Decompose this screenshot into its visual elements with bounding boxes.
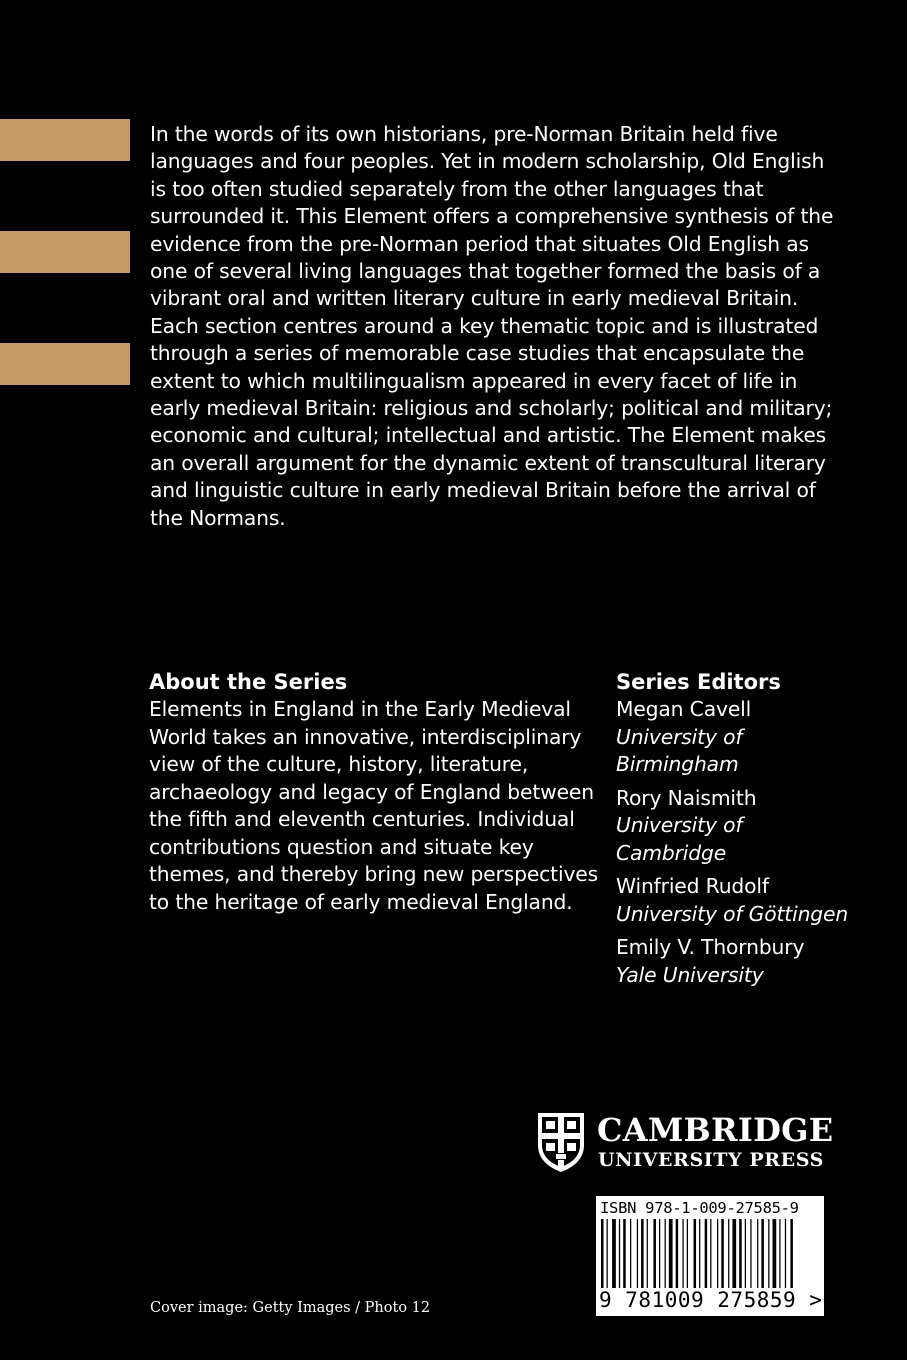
editor-affiliation: University of Göttingen [616, 901, 849, 926]
editor-affiliation: University of Birmingham [616, 724, 743, 776]
barcode-bars [599, 1219, 821, 1293]
barcode-bar [717, 1219, 718, 1293]
editor-entry [616, 934, 856, 989]
barcode-bar [705, 1219, 708, 1293]
barcode-bar [601, 1219, 604, 1293]
editor-name: Rory Naismith [616, 785, 757, 810]
barcode-bar [732, 1219, 736, 1293]
editor-entry [616, 873, 856, 928]
barcode-bar [745, 1219, 746, 1293]
barcode-bar [750, 1219, 751, 1293]
cambridge-shield-icon [536, 1111, 586, 1173]
barcode-bar [647, 1219, 648, 1293]
barcode-bar [669, 1219, 673, 1293]
cover-image-credit: Cover image: Getty Images / Photo 12 [150, 1300, 431, 1316]
editor-name: Megan Cavell [616, 697, 752, 721]
decorative-band-2 [0, 231, 130, 273]
editor-affiliation: Yale University [616, 962, 764, 987]
barcode-bar [728, 1219, 729, 1293]
series-editors [616, 668, 856, 995]
barcode-bar [682, 1219, 683, 1293]
about-heading: About the Series [149, 670, 348, 694]
barcode-bar [653, 1219, 656, 1293]
barcode-bar [710, 1219, 711, 1293]
barcode-bar [721, 1219, 724, 1293]
decorative-band-1 [0, 119, 130, 161]
about-text: Elements in England in the Early Medieval World takes an innovative, interdisciplinary view of the culture, history, literature, archaeology and legacy of England between the fifth and eleventh centuries. Individual contributions question and situate key themes, and thereby bring new perspectives to the heritage of early medieval England. [149, 697, 599, 914]
barcode-bar [676, 1219, 679, 1293]
barcode-bar [790, 1219, 793, 1293]
barcode-bar [607, 1219, 608, 1293]
barcode-bar [630, 1219, 631, 1293]
isbn-barcode [596, 1196, 824, 1316]
barcode-digits: 9 781009 275859 > [599, 1288, 823, 1312]
barcode-bar [773, 1219, 777, 1293]
barcode-bar [699, 1219, 700, 1293]
editor-entry [616, 696, 856, 779]
about-the-series [149, 668, 604, 916]
barcode-bar [665, 1219, 666, 1293]
barcode-bar [739, 1219, 742, 1293]
barcode-bar [659, 1219, 660, 1293]
isbn-label: ISBN 978-1-009-27585-9 [600, 1199, 799, 1217]
barcode-bar [768, 1219, 769, 1293]
decorative-band-3 [0, 343, 130, 385]
editor-affiliation: University of Cambridge [616, 813, 743, 865]
barcode-bar [761, 1219, 764, 1293]
editors-heading: Series Editors [616, 670, 781, 694]
publisher-subtitle: UNIVERSITY PRESS [598, 1149, 824, 1171]
barcode-bar [612, 1219, 616, 1293]
barcode-bar [623, 1219, 626, 1293]
barcode-bar [757, 1219, 758, 1293]
barcode-bar [687, 1219, 688, 1293]
barcode-bar [779, 1219, 780, 1293]
book-blurb: In the words of its own historians, pre-Norman Britain held five languages and four peoples. Yet in modern scholarship, Old English is too often studied separately from the other languages that surrounded it. This Element offers a comprehensive synthesis of the evidence from the pre-Norman period that situates Old English as one of several living languages that together formed the basis of a vibrant oral and written literary culture in early medieval Britain. Each section centres around a key thematic topic and is illustrated through a series of memorable case studies that encapsulate the extent to which multilingualism appeared in every facet of life in early medieval Britain: religious and scholarly; political and military; economic and cultural; intellectual and artistic. The Element makes an overall argument for the dynamic extent of transcultural literary and linguistic culture in early medieval Britain before the arrival of the Normans. [150, 122, 834, 530]
editor-name: Winfried Rudolf [616, 874, 769, 898]
barcode-bar [641, 1219, 644, 1293]
barcode-bar [785, 1219, 786, 1293]
editor-entry [616, 785, 856, 868]
editor-name: Emily V. Thornbury [616, 935, 805, 959]
publisher-name: CAMBRIDGE [597, 1111, 834, 1149]
barcode-bar [619, 1219, 620, 1293]
barcode-bar [637, 1219, 638, 1293]
barcode-bar [694, 1219, 697, 1293]
